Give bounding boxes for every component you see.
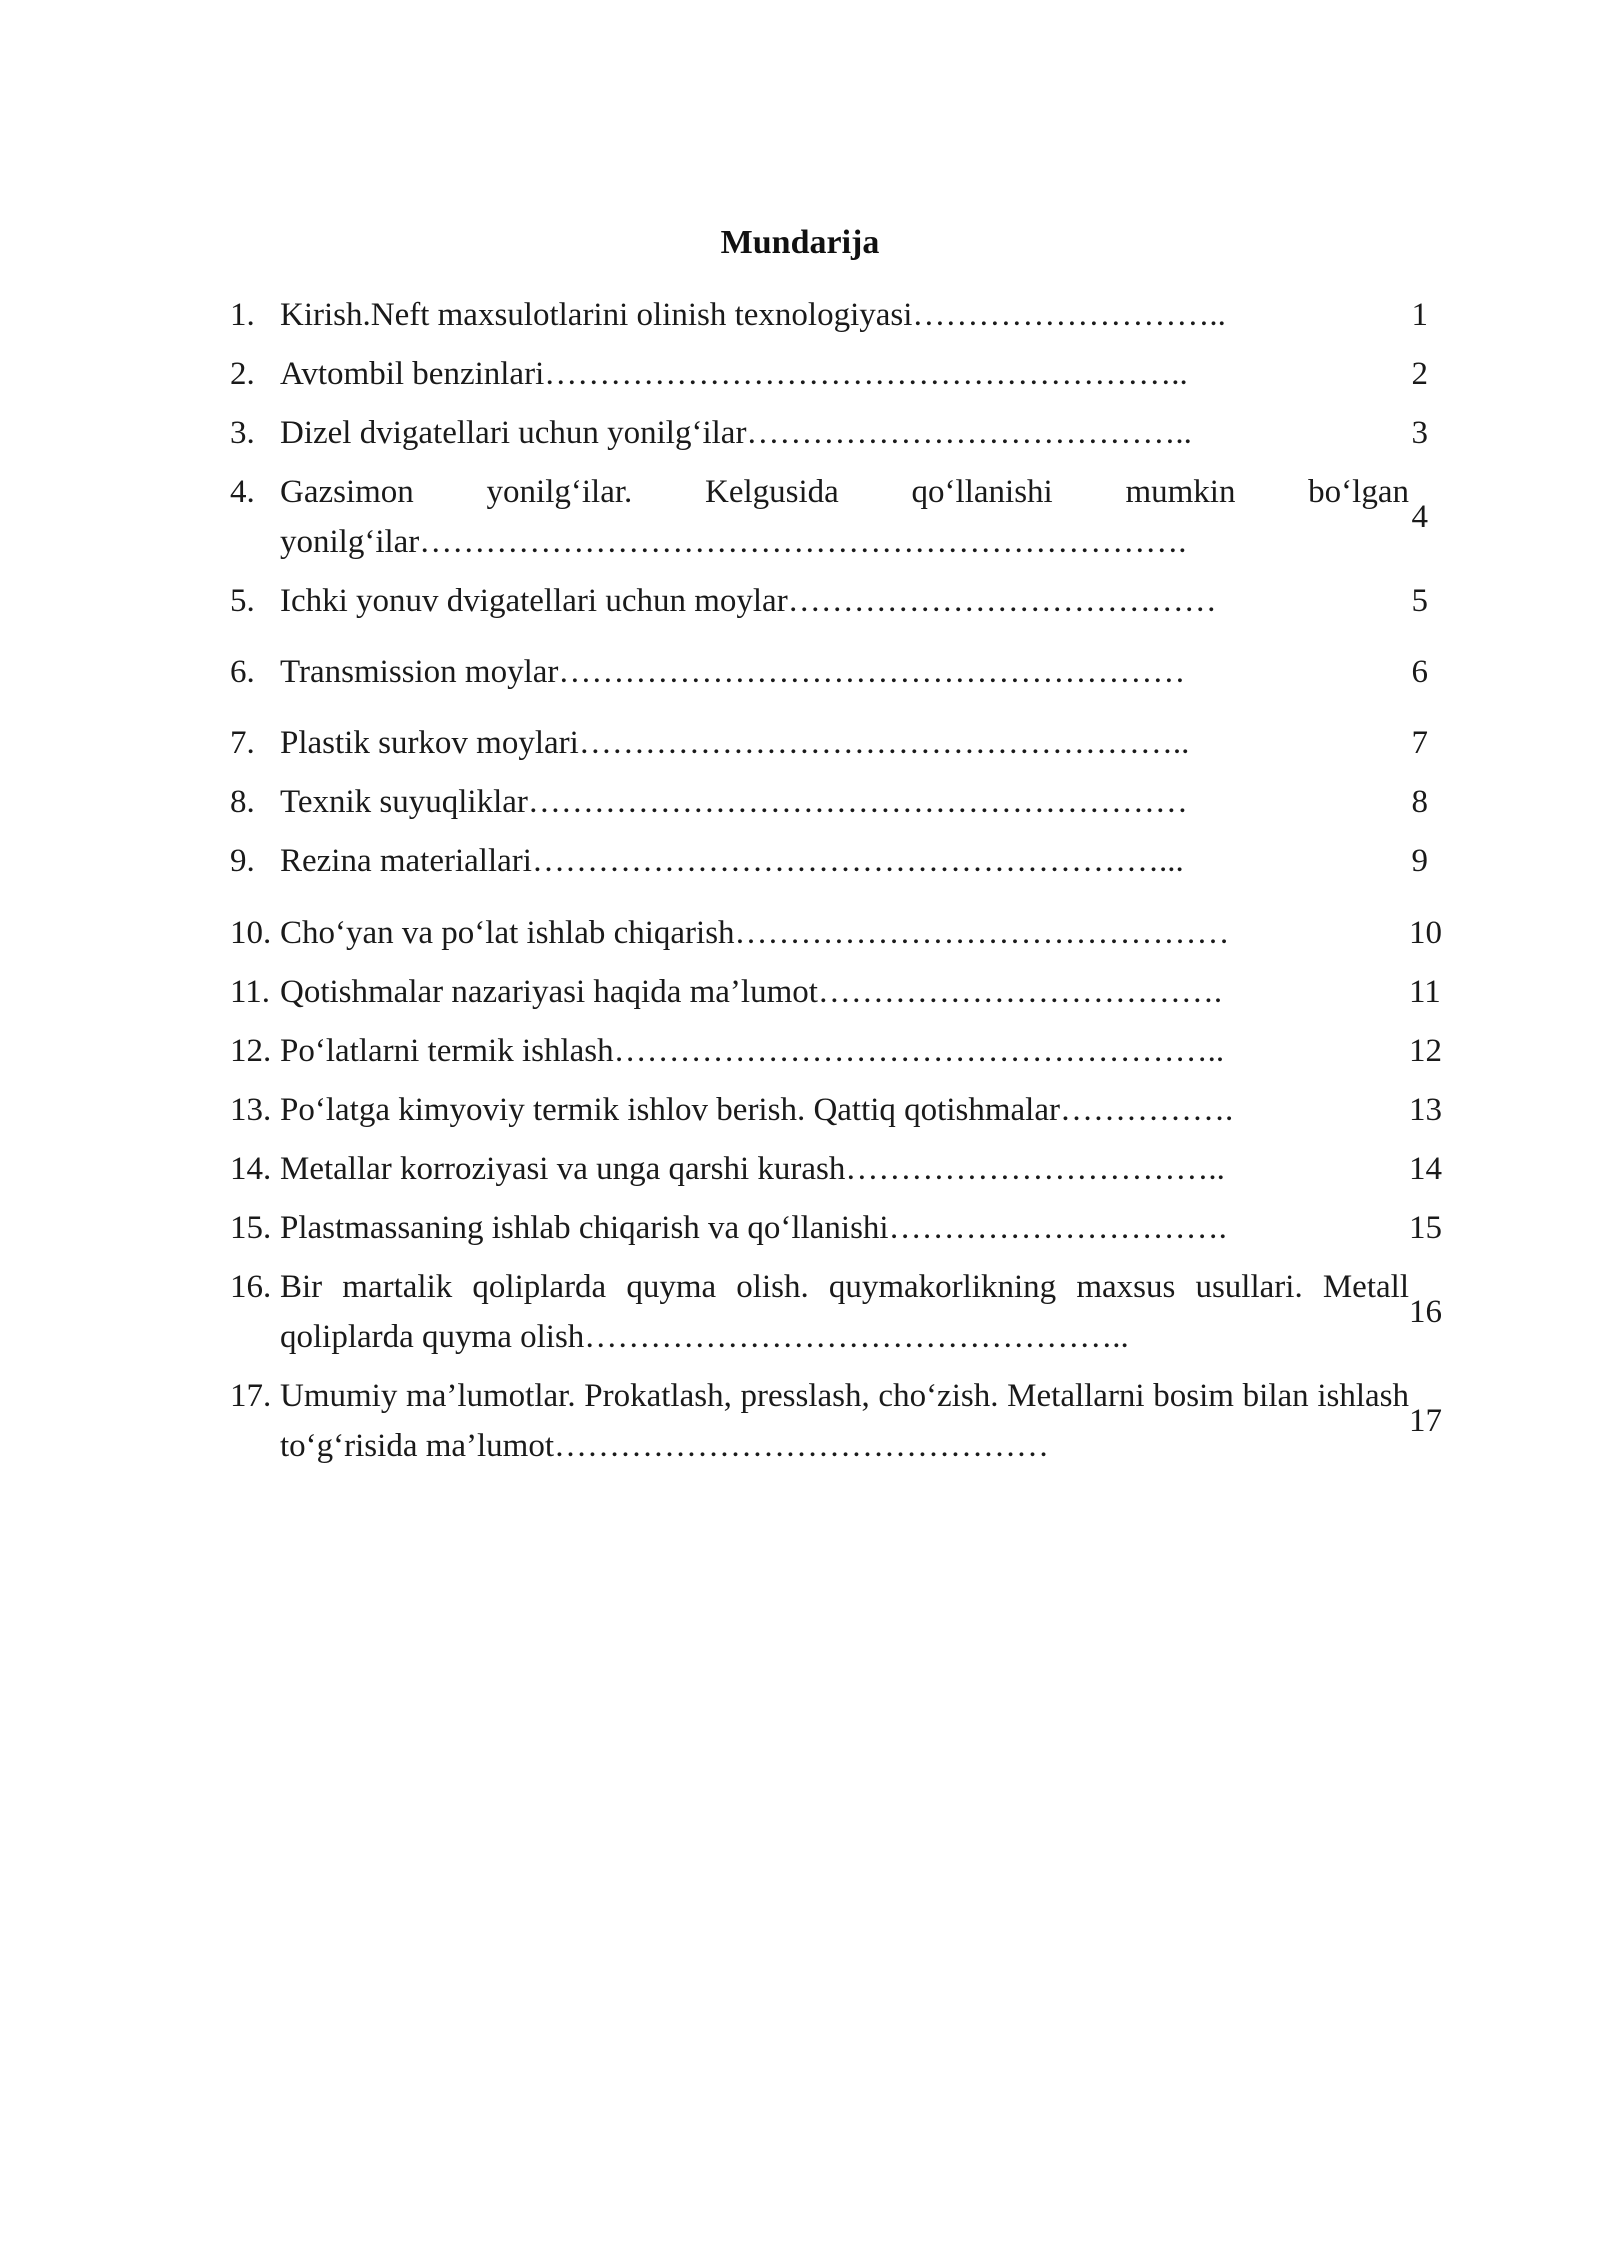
toc-entry-1 <box>230 290 1450 340</box>
entry-page-number: 2 <box>1411 356 1428 392</box>
entry-number: 1. <box>230 297 255 333</box>
entry-page-number: 9 <box>1411 843 1428 879</box>
entry-page-number: 14 <box>1409 1151 1442 1187</box>
toc-entry-5 <box>230 576 1450 626</box>
entry-number: 16. <box>230 1269 272 1305</box>
entry-title: Cho‘yan va po‘lat ishlab chiqarish……………………………………… <box>280 915 1230 951</box>
entry-number: 6. <box>230 654 255 690</box>
entry-title: Dizel dvigatellari uchun yonilg‘ilar………………………………….. <box>280 415 1192 451</box>
entry-title: Po‘latga kimyoviy termik ishlov berish. Qattiq qotishmalar……………. <box>280 1092 1234 1128</box>
entry-page-number: 17 <box>1409 1403 1442 1439</box>
entry-number: 8. <box>230 784 255 820</box>
entry-page-number: 10 <box>1409 915 1442 951</box>
toc-entry-8 <box>230 777 1450 827</box>
entry-page-number: 16 <box>1409 1294 1442 1330</box>
entry-title: Transmission moylar………………………………………………… <box>280 654 1186 690</box>
entry-title: Gazsimon yonilg‘ilar. Kelgusida qo‘llanishi mumkin bo‘lgan yonilg‘ilar……………………………………………………………. <box>280 474 1409 560</box>
entry-page-number: 5 <box>1411 583 1428 619</box>
entry-title: Avtombil benzinlari………………………………………………….. <box>280 356 1188 392</box>
toc-entry-4 <box>230 467 1450 567</box>
entry-number: 2. <box>230 356 255 392</box>
entry-page-number: 8 <box>1411 784 1428 820</box>
toc-entry-16 <box>230 1262 1450 1362</box>
entry-title: Rezina materiallari…………………………………………………... <box>280 843 1184 879</box>
entry-number: 15. <box>230 1210 272 1246</box>
toc-entry-15 <box>230 1203 1450 1253</box>
page-title: Mundarija <box>720 224 880 261</box>
entry-title: Ichki yonuv dvigatellari uchun moylar………………………………… <box>280 583 1217 619</box>
toc-entry-13 <box>230 1085 1450 1135</box>
entry-number: 4. <box>230 474 255 510</box>
toc-entry-17 <box>230 1371 1450 1471</box>
entry-title: Metallar korroziyasi va unga qarshi kurash…………………………….. <box>280 1151 1225 1187</box>
toc-entry-12 <box>230 1026 1450 1076</box>
entry-page-number: 3 <box>1411 415 1428 451</box>
toc-entry-9 <box>230 836 1450 886</box>
table-of-contents <box>230 290 1450 1471</box>
entry-title: Umumiy ma’lumotlar. Prokatlash, presslash, cho‘zish. Metallarni bosim bilan ishlash to‘g‘risida ma’lumot……………………………………… <box>280 1378 1409 1464</box>
toc-entry-6 <box>230 647 1450 697</box>
entry-number: 14. <box>230 1151 272 1187</box>
toc-entry-10 <box>230 908 1450 958</box>
entry-number: 13. <box>230 1092 272 1128</box>
entry-number: 12. <box>230 1033 272 1069</box>
toc-entry-3 <box>230 408 1450 458</box>
entry-number: 5. <box>230 583 255 619</box>
entry-number: 9. <box>230 843 255 879</box>
entry-page-number: 4 <box>1411 499 1428 535</box>
entry-page-number: 7 <box>1411 725 1428 761</box>
entry-title: Texnik suyuqliklar…………………………………………………… <box>280 784 1188 820</box>
toc-entry-7 <box>230 718 1450 768</box>
entry-title: Po‘latlarni termik ishlash……………………………………………….. <box>280 1033 1225 1069</box>
entry-number: 3. <box>230 415 255 451</box>
entry-number: 10. <box>230 915 272 951</box>
entry-title: Bir martalik qoliplarda quyma olish. quymakorlikning maxsus usullari. Metall qoliplarda quyma olish………………………………………….. <box>280 1269 1409 1355</box>
entry-page-number: 15 <box>1409 1210 1442 1246</box>
entry-title: Plastmassaning ishlab chiqarish va qo‘llanishi…………………………. <box>280 1210 1227 1246</box>
toc-entry-14 <box>230 1144 1450 1194</box>
entry-page-number: 11 <box>1409 974 1441 1010</box>
entry-page-number: 1 <box>1411 297 1428 333</box>
entry-page-number: 12 <box>1409 1033 1442 1069</box>
entry-number: 11. <box>230 974 271 1010</box>
entry-title: Qotishmalar nazariyasi haqida ma’lumot………………………………. <box>280 974 1223 1010</box>
entry-number: 17. <box>230 1378 272 1414</box>
toc-entry-2 <box>230 349 1450 399</box>
entry-page-number: 6 <box>1411 654 1428 690</box>
toc-entry-11 <box>230 967 1450 1017</box>
entry-page-number: 13 <box>1409 1092 1442 1128</box>
entry-title: Plastik surkov moylari……………………………………………….. <box>280 725 1190 761</box>
entry-number: 7. <box>230 725 255 761</box>
entry-title: Kirish.Neft maxsulotlarini olinish texnologiyasi……………………….. <box>280 297 1226 333</box>
